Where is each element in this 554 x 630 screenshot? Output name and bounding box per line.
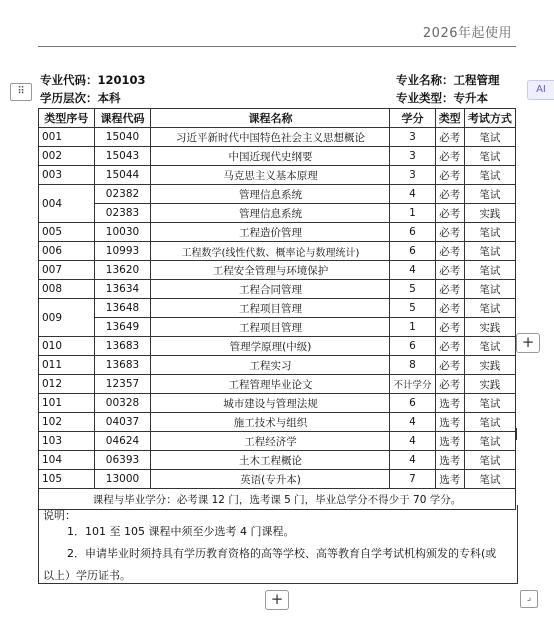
col-header-name: 课程名称 xyxy=(151,109,390,128)
seq-cell: 104 xyxy=(39,451,95,470)
code-cell: 15040 xyxy=(94,128,151,147)
exam-cell: 笔试 xyxy=(464,394,515,413)
code-cell: 10993 xyxy=(94,242,151,261)
exam-cell: 笔试 xyxy=(464,242,515,261)
major-code: 专业代码：120103 xyxy=(40,73,146,87)
type-cell: 必考 xyxy=(435,166,464,185)
table-row xyxy=(39,413,516,432)
resize-corner-icon[interactable]: ⌟ xyxy=(520,590,538,608)
name-cell: 工程项目管理 xyxy=(151,318,390,337)
exam-cell: 笔试 xyxy=(464,470,515,489)
type-cell: 选考 xyxy=(435,470,464,489)
table-row xyxy=(39,299,516,318)
seq-cell: 105 xyxy=(39,470,95,489)
seq-cell: 011 xyxy=(39,356,95,375)
seq-cell: 009 xyxy=(39,299,95,337)
note-item-2: 2．申请毕业时须持具有学历教育资格的高等学校、高等教育自学考试机构颁发的专科(或 xyxy=(67,547,497,560)
type-cell: 必考 xyxy=(435,356,464,375)
note-item-2-continued: 以上）学历证书。 xyxy=(43,569,131,582)
exam-cell: 笔试 xyxy=(464,451,515,470)
code-cell: 06393 xyxy=(94,451,151,470)
text-cursor xyxy=(516,428,517,440)
code-cell: 13000 xyxy=(94,470,151,489)
type-cell: 选考 xyxy=(435,394,464,413)
code-cell: 13683 xyxy=(94,356,151,375)
exam-cell: 笔试 xyxy=(464,299,515,318)
table-row xyxy=(39,223,516,242)
seq-cell: 003 xyxy=(39,166,95,185)
credit-cell: 1 xyxy=(390,318,435,337)
credit-cell: 4 xyxy=(390,413,435,432)
note-item-1: 1．101 至 105 课程中须至少选考 4 门课程。 xyxy=(67,525,295,538)
type-cell: 必考 xyxy=(435,185,464,204)
notes-section xyxy=(38,505,518,584)
exam-cell: 笔试 xyxy=(464,166,515,185)
name-cell: 马克思主义基本原理 xyxy=(151,166,390,185)
major-type: 专业类型：专升本 xyxy=(396,91,488,105)
type-cell: 选考 xyxy=(435,413,464,432)
code-cell: 10030 xyxy=(94,223,151,242)
credit-cell: 不计学分 xyxy=(390,375,435,394)
code-cell: 13648 xyxy=(94,299,151,318)
exam-cell: 实践 xyxy=(464,356,515,375)
type-cell: 必考 xyxy=(435,204,464,223)
code-cell: 15044 xyxy=(94,166,151,185)
name-cell: 工程数学(线性代数、概率论与数理统计) xyxy=(151,242,390,261)
exam-cell: 笔试 xyxy=(464,147,515,166)
seq-cell: 002 xyxy=(39,147,95,166)
table-row xyxy=(39,261,516,280)
code-cell: 13620 xyxy=(94,261,151,280)
col-header-credit: 学分 xyxy=(390,109,435,128)
credit-cell: 6 xyxy=(390,394,435,413)
seq-cell: 012 xyxy=(39,375,95,394)
credit-cell: 4 xyxy=(390,185,435,204)
col-header-type: 类型 xyxy=(435,109,464,128)
exam-cell: 笔试 xyxy=(464,185,515,204)
name-cell: 管理学原理(中级) xyxy=(151,337,390,356)
credit-cell: 5 xyxy=(390,299,435,318)
name-cell: 中国近现代史纲要 xyxy=(151,147,390,166)
seq-cell: 010 xyxy=(39,337,95,356)
exam-cell: 实践 xyxy=(464,318,515,337)
type-cell: 必考 xyxy=(435,242,464,261)
table-row xyxy=(39,147,516,166)
name-cell: 土木工程概论 xyxy=(151,451,390,470)
education-level: 学历层次：本科 xyxy=(40,91,121,105)
name-cell: 管理信息系统 xyxy=(151,185,390,204)
table-row xyxy=(39,280,516,299)
type-cell: 必考 xyxy=(435,318,464,337)
exam-cell: 笔试 xyxy=(464,261,515,280)
table-row xyxy=(39,394,516,413)
seq-cell: 102 xyxy=(39,413,95,432)
code-cell: 12357 xyxy=(94,375,151,394)
exam-cell: 实践 xyxy=(464,204,515,223)
type-cell: 必考 xyxy=(435,128,464,147)
name-cell: 工程实习 xyxy=(151,356,390,375)
credit-cell: 6 xyxy=(390,242,435,261)
code-cell: 02382 xyxy=(94,185,151,204)
year-header: 2026年起使用 xyxy=(422,26,512,41)
table-row xyxy=(39,318,516,337)
name-cell: 管理信息系统 xyxy=(151,204,390,223)
table-row xyxy=(39,204,516,223)
type-cell: 必考 xyxy=(435,375,464,394)
ai-assistant-tab[interactable]: AI xyxy=(527,80,554,100)
seq-cell: 101 xyxy=(39,394,95,413)
seq-cell: 103 xyxy=(39,432,95,451)
seq-cell: 001 xyxy=(39,128,95,147)
major-name: 专业名称：工程管理 xyxy=(396,73,500,87)
type-cell: 必考 xyxy=(435,280,464,299)
name-cell: 工程安全管理与环境保护 xyxy=(151,261,390,280)
name-cell: 习近平新时代中国特色社会主义思想概论 xyxy=(151,128,390,147)
exam-cell: 实践 xyxy=(464,375,515,394)
seq-cell: 006 xyxy=(39,242,95,261)
table-header-row xyxy=(39,109,516,128)
col-header-exam: 考试方式 xyxy=(464,109,515,128)
code-cell: 02383 xyxy=(94,204,151,223)
credit-cell: 8 xyxy=(390,356,435,375)
seq-cell: 004 xyxy=(39,185,95,223)
credit-cell: 7 xyxy=(390,470,435,489)
credit-summary: 课程与毕业学分：必考课 12 门，选考课 5 门，毕业总学分不得少于 70 学分。 xyxy=(39,489,516,510)
table-row xyxy=(39,375,516,394)
add-column-button[interactable]: + xyxy=(516,333,540,353)
credit-cell: 1 xyxy=(390,204,435,223)
table-row xyxy=(39,128,516,147)
type-cell: 必考 xyxy=(435,261,464,280)
name-cell: 工程项目管理 xyxy=(151,299,390,318)
exam-cell: 笔试 xyxy=(464,223,515,242)
credit-cell: 4 xyxy=(390,261,435,280)
exam-cell: 笔试 xyxy=(464,432,515,451)
name-cell: 工程合同管理 xyxy=(151,280,390,299)
table-row xyxy=(39,242,516,261)
type-cell: 必考 xyxy=(435,337,464,356)
col-header-seq: 类型序号 xyxy=(39,109,95,128)
drag-handle-icon[interactable]: ⠿ xyxy=(10,83,32,101)
add-row-button[interactable]: + xyxy=(265,590,289,610)
table-row xyxy=(39,432,516,451)
seq-cell: 005 xyxy=(39,223,95,242)
code-cell: 13649 xyxy=(94,318,151,337)
credit-cell: 4 xyxy=(390,451,435,470)
type-cell: 选考 xyxy=(435,451,464,470)
credit-cell: 6 xyxy=(390,223,435,242)
type-cell: 必考 xyxy=(435,299,464,318)
table-row xyxy=(39,166,516,185)
type-cell: 必考 xyxy=(435,223,464,242)
name-cell: 工程管理毕业论文 xyxy=(151,375,390,394)
name-cell: 工程造价管理 xyxy=(151,223,390,242)
exam-cell: 笔试 xyxy=(464,280,515,299)
credit-cell: 3 xyxy=(390,147,435,166)
table-row xyxy=(39,356,516,375)
credit-cell: 5 xyxy=(390,280,435,299)
credit-cell: 3 xyxy=(390,128,435,147)
name-cell: 城市建设与管理法规 xyxy=(151,394,390,413)
type-cell: 必考 xyxy=(435,147,464,166)
name-cell: 工程经济学 xyxy=(151,432,390,451)
code-cell: 15043 xyxy=(94,147,151,166)
seq-cell: 008 xyxy=(39,280,95,299)
name-cell: 施工技术与组织 xyxy=(151,413,390,432)
notes-title: 说明： xyxy=(43,509,76,522)
exam-cell: 笔试 xyxy=(464,128,515,147)
credit-cell: 3 xyxy=(390,166,435,185)
code-cell: 13683 xyxy=(94,337,151,356)
code-cell: 00328 xyxy=(94,394,151,413)
table-row xyxy=(39,470,516,489)
col-header-code: 课程代码 xyxy=(94,109,151,128)
header-rule xyxy=(38,46,516,47)
type-cell: 选考 xyxy=(435,432,464,451)
credit-cell: 6 xyxy=(390,337,435,356)
exam-cell: 笔试 xyxy=(464,337,515,356)
table-row xyxy=(39,337,516,356)
table-row xyxy=(39,185,516,204)
code-cell: 04037 xyxy=(94,413,151,432)
credit-cell: 4 xyxy=(390,432,435,451)
name-cell: 英语(专升本) xyxy=(151,470,390,489)
exam-cell: 笔试 xyxy=(464,413,515,432)
seq-cell: 007 xyxy=(39,261,95,280)
course-table xyxy=(38,108,516,510)
table-row xyxy=(39,451,516,470)
code-cell: 04624 xyxy=(94,432,151,451)
code-cell: 13634 xyxy=(94,280,151,299)
